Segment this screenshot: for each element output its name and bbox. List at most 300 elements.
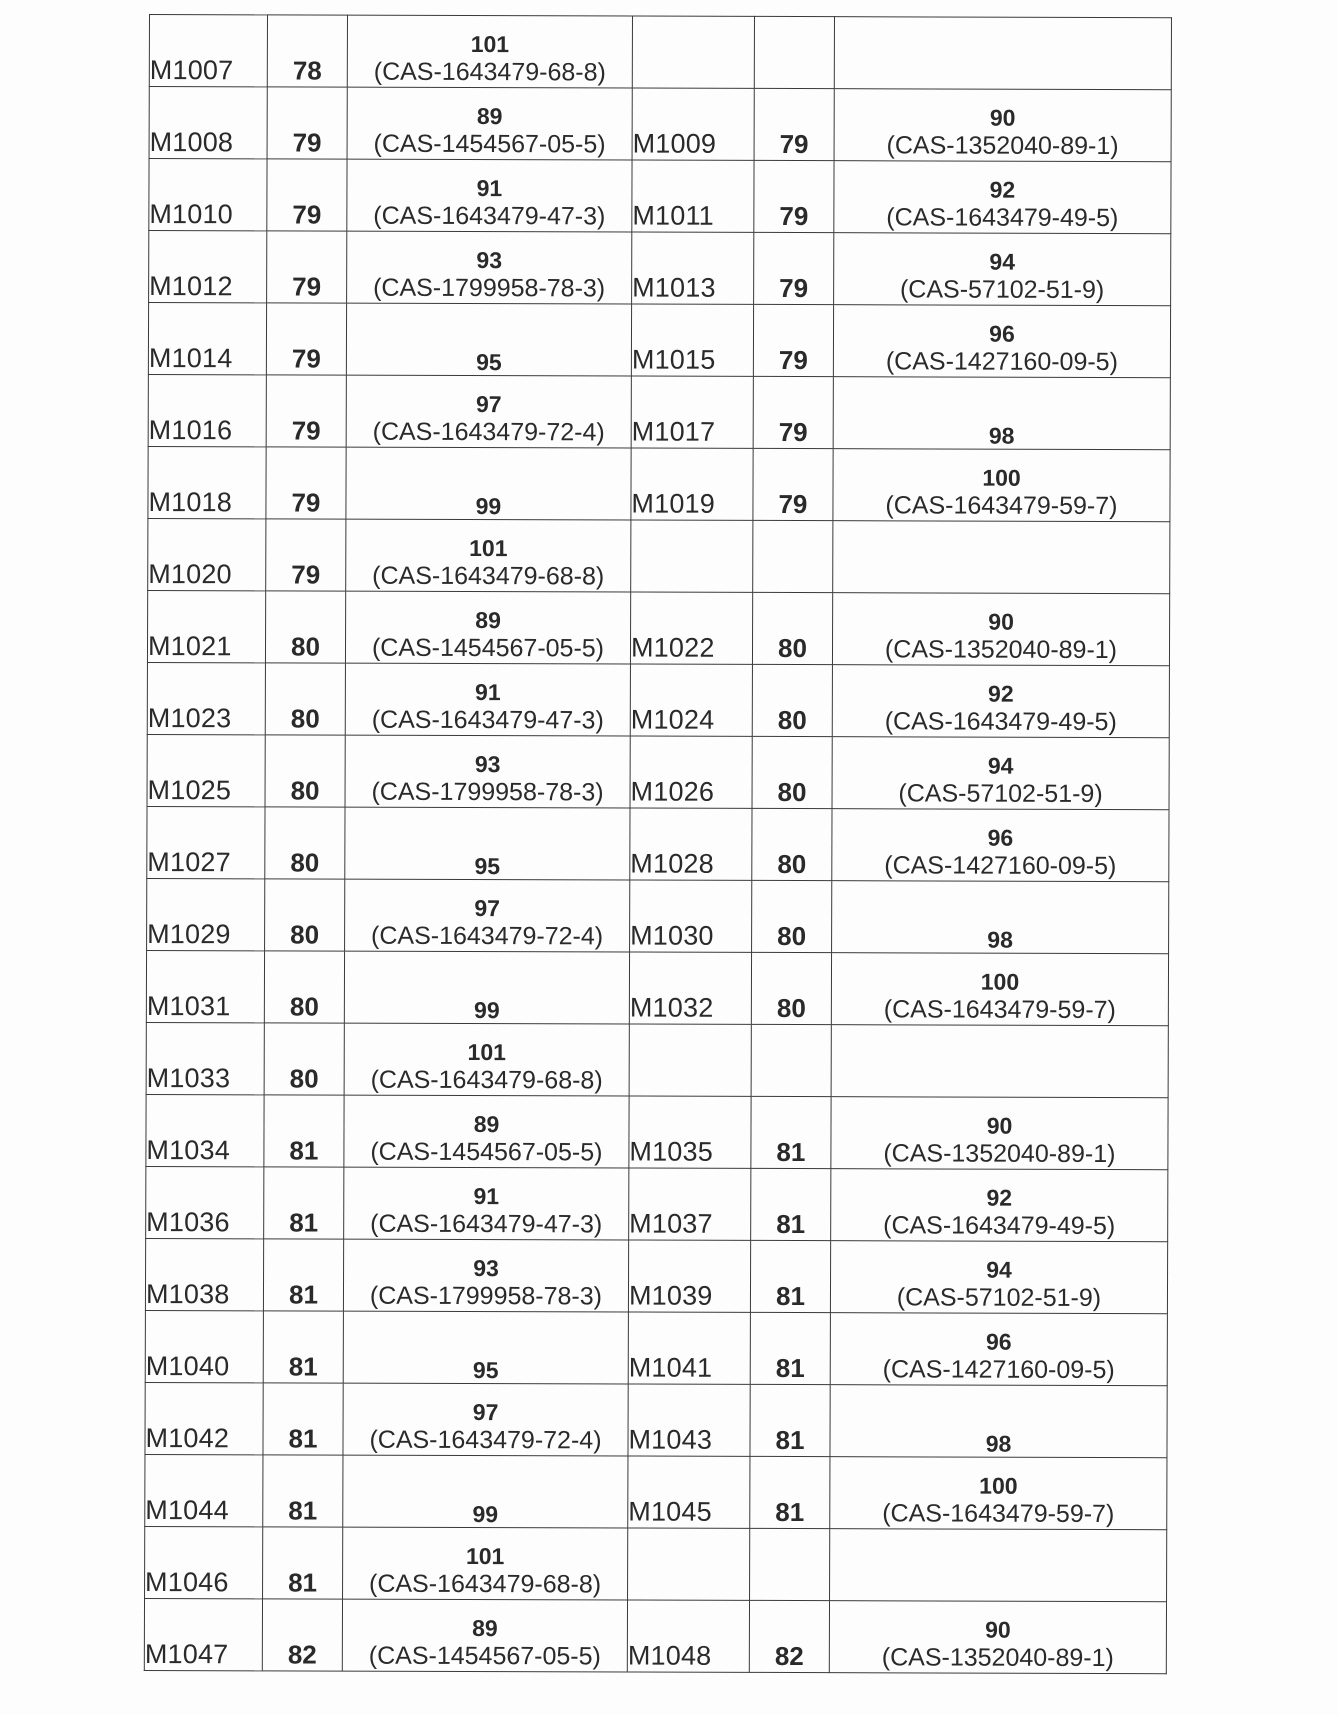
compound-id-cell [149,231,267,303]
compound-id-cell [148,303,266,375]
intermediate-number: 93 [473,1255,499,1282]
intermediate-number: 89 [473,1111,500,1138]
intermediate-cell [347,15,632,88]
cas-number: (CAS-1427160-09-5) [882,1355,1115,1385]
intermediate-cell [344,1167,629,1240]
example-number: 79 [292,199,322,230]
intermediate-number: 101 [470,31,510,58]
intermediate-number: 92 [988,680,1014,707]
intermediate-cell [829,1601,1166,1674]
cas-number: (CAS-1352040-89-1) [886,131,1119,161]
compound-id-cell [147,734,265,806]
example-number: 79 [292,127,322,158]
cas-number: (CAS-57102-51-9) [899,275,1105,305]
example-number-cell [753,448,833,520]
table-row [148,518,1170,593]
example-number: 79 [779,128,809,160]
compound-id-cell [149,15,267,87]
table-row [145,1310,1167,1385]
compound-id: M1020 [148,559,232,590]
cas-number: (CAS-1643479-59-7) [882,1499,1115,1529]
compound-id: M1016 [148,415,233,446]
compound-id: M1025 [147,774,232,806]
compound-id-cell [628,1456,750,1528]
intermediate-cell [344,1095,629,1168]
compound-id-cell [145,1310,263,1382]
example-number-cell [263,1455,343,1527]
compound-id-cell [628,1384,750,1456]
cas-number: (CAS-1643479-49-5) [884,707,1117,737]
example-number: 81 [289,1135,319,1166]
intermediate-number: 92 [986,1184,1013,1211]
compound-id: M1024 [630,704,715,735]
compound-id-cell [628,1312,750,1384]
example-number: 80 [777,632,808,664]
compound-id-cell [628,1528,750,1600]
table-row [146,1166,1168,1241]
compound-id-cell [146,1166,264,1238]
table-row [146,950,1168,1025]
compound-id-cell [632,232,754,304]
intermediate-cell [834,17,1171,90]
example-number: 79 [291,559,321,590]
example-number-cell [265,807,345,879]
example-number: 79 [779,272,809,304]
compound-id-cell [632,16,754,88]
intermediate-number: 91 [475,679,501,706]
compound-id: M1045 [628,1496,712,1527]
example-number: 81 [776,1208,806,1240]
example-number-cell [754,16,834,88]
intermediate-number: 93 [476,247,503,274]
example-number-cell [266,303,346,375]
intermediate-number: 94 [989,248,1016,275]
compound-id-cell [632,88,754,160]
example-number-cell [752,736,832,808]
cas-number: (CAS-1643479-72-4) [372,417,605,447]
cas-number: (CAS-1454567-05-5) [371,633,605,663]
cas-number: (CAS-57102-51-9) [896,1283,1102,1312]
example-number: 81 [775,1496,805,1528]
intermediate-number: 94 [987,752,1014,779]
example-number: 81 [775,1280,805,1312]
compound-id-cell [145,1454,263,1526]
intermediate-cell [347,231,632,304]
example-number-cell [266,519,346,591]
intermediate-cell [832,809,1169,882]
example-number-cell [750,1528,830,1600]
intermediate-cell [834,161,1171,234]
intermediate-cell [344,1023,629,1096]
compound-id-cell [631,448,753,520]
compound-id: M1021 [147,631,232,662]
cas-number: (CAS-1799958-78-3) [369,1281,603,1311]
example-number: 78 [292,55,322,86]
intermediate-number: 100 [979,1472,1018,1499]
intermediate-number: 96 [987,824,1014,851]
intermediate-cell [345,663,630,736]
intermediate-number: 101 [465,1543,505,1570]
compound-id: M1017 [631,416,716,447]
intermediate-cell [832,593,1169,666]
scanned-page [144,14,1171,1674]
compound-id: M1028 [630,848,714,879]
compound-id-cell [629,952,751,1024]
example-number: 81 [288,1423,318,1454]
cas-number: (CAS-57102-51-9) [898,779,1103,808]
cas-number: (CAS-1643479-59-7) [885,491,1118,521]
cas-number: (CAS-1427160-09-5) [885,347,1118,377]
example-number-cell [266,447,346,519]
example-number-cell [754,160,834,232]
compound-id-cell [146,950,264,1022]
compound-id: M1018 [148,487,233,518]
table-row [147,590,1169,665]
example-number-cell [753,376,833,448]
intermediate-cell [833,521,1170,594]
table-row [146,1094,1168,1169]
table-row [149,231,1171,306]
example-number-cell [263,1239,343,1311]
compound-id: M1040 [145,1350,230,1382]
compound-id: M1026 [630,776,715,807]
example-number-cell [267,15,347,87]
intermediate-number: 99 [472,1501,499,1528]
cas-number: (CAS-1643479-68-8) [370,1065,603,1095]
example-number: 80 [290,631,321,662]
example-number-cell [264,1023,344,1095]
example-number: 81 [288,1279,318,1310]
table-row [147,878,1169,953]
compound-id-cell [149,159,267,231]
intermediate-cell [830,1313,1167,1386]
intermediate-cell [834,233,1171,306]
intermediate-number: 99 [474,997,500,1024]
compound-id-cell [148,446,266,518]
intermediate-cell [831,953,1168,1026]
intermediate-number: 96 [989,320,1015,347]
compound-id-cell [145,1382,263,1454]
intermediate-cell [345,591,630,664]
intermediate-number: 91 [476,175,503,202]
intermediate-number: 97 [475,391,502,418]
compound-id-cell [149,87,267,159]
compound-id-cell [147,662,265,734]
example-number: 80 [290,775,320,806]
table-row [144,1598,1166,1673]
example-number-cell [266,375,346,447]
compound-id: M1030 [630,920,714,951]
example-number-cell [750,1456,830,1528]
intermediate-cell [833,449,1170,522]
compound-id-cell [629,1024,751,1096]
intermediate-cell [833,305,1170,378]
compound-id-cell [630,664,752,736]
compound-id-cell [148,518,266,590]
cas-number: (CAS-1352040-89-1) [884,635,1118,665]
intermediate-number: 93 [474,751,501,778]
cas-number: (CAS-1643479-59-7) [883,995,1116,1025]
example-number-cell [264,1167,344,1239]
intermediate-cell [830,1385,1167,1458]
example-number: 80 [289,991,319,1022]
intermediate-cell [833,377,1170,450]
cas-number: (CAS-1643479-49-5) [886,203,1119,233]
example-number: 79 [291,487,321,518]
example-number-cell [262,1599,342,1671]
cas-number: (CAS-1643479-47-3) [370,1209,603,1239]
example-number-cell [752,592,832,664]
intermediate-number: 95 [472,1357,499,1384]
compound-id: M1041 [628,1352,713,1383]
intermediate-cell [831,1025,1168,1098]
example-number: 81 [776,1136,806,1168]
intermediate-cell [345,807,630,880]
compound-id: M1046 [145,1566,229,1598]
intermediate-cell [344,951,629,1024]
example-number-cell [752,880,832,952]
intermediate-number: 89 [475,607,501,634]
intermediate-number: 97 [472,1399,499,1426]
compound-id-cell [148,374,266,446]
intermediate-cell [831,1097,1168,1170]
compound-id: M1034 [146,1134,231,1166]
compound-id-cell [630,808,752,880]
example-number-cell [265,735,345,807]
example-number-cell [751,1168,831,1240]
compound-id-cell [631,304,753,376]
example-number: 80 [289,1063,319,1094]
compound-id: M1011 [632,200,714,231]
cas-number: (CAS-1799958-78-3) [371,777,604,807]
compound-id-cell [145,1526,263,1598]
example-number: 81 [288,1495,318,1526]
example-number-cell [749,1600,829,1672]
example-number: 81 [289,1207,319,1238]
compound-id: M1042 [145,1422,230,1454]
table-row [147,662,1169,737]
intermediate-cell [830,1529,1167,1602]
compound-id: M1012 [149,271,233,302]
example-number-cell [752,664,832,736]
example-number: 81 [288,1351,318,1382]
intermediate-number: 90 [985,1616,1011,1643]
compound-id: M1037 [629,1208,713,1239]
example-number-cell [751,1024,831,1096]
intermediate-cell [346,447,631,520]
intermediate-number: 90 [986,1112,1013,1139]
example-number-cell [265,879,345,951]
compound-id: M1032 [629,992,714,1023]
compound-id: M1031 [146,990,231,1022]
intermediate-cell [832,737,1169,810]
table-row [146,1022,1168,1097]
intermediate-number: 101 [467,1039,506,1066]
intermediate-cell [832,881,1169,954]
intermediate-number: 94 [986,1256,1012,1283]
intermediate-number: 89 [472,1615,498,1642]
compound-id: M1013 [632,272,716,303]
compound-id-cell [146,1022,264,1094]
compound-id-cell [630,592,752,664]
example-number: 80 [290,847,320,878]
example-number-cell [265,591,345,663]
intermediate-cell [343,1239,628,1312]
example-number: 80 [777,776,807,808]
intermediate-number: 99 [475,493,502,520]
compound-id-cell [147,878,265,950]
example-number-cell [264,1095,344,1167]
cas-number: (CAS-1454567-05-5) [373,129,606,159]
example-number: 81 [775,1424,805,1456]
cas-number: (CAS-1643479-47-3) [371,705,604,735]
intermediate-cell [345,735,630,808]
cas-number: (CAS-1427160-09-5) [884,851,1117,881]
table-row [145,1238,1167,1313]
compound-id: M1043 [628,1424,713,1455]
example-number: 80 [777,848,807,880]
compound-id-cell [630,880,752,952]
compound-id-cell [145,1238,263,1310]
example-number: 81 [775,1352,805,1384]
table-row [145,1454,1167,1529]
example-number: 79 [778,416,808,448]
example-number: 82 [287,1639,317,1670]
cas-number: (CAS-1643479-49-5) [883,1211,1116,1241]
cas-number: (CAS-1352040-89-1) [883,1139,1116,1169]
intermediate-number: 92 [989,176,1016,203]
example-number: 80 [290,703,320,734]
cas-number: (CAS-1643479-68-8) [368,1569,602,1599]
table-row [149,87,1171,162]
intermediate-cell [832,665,1169,738]
example-number: 79 [292,271,322,302]
example-number: 80 [776,992,806,1024]
intermediate-cell [343,1527,628,1600]
compound-id-cell [630,736,752,808]
table-row [149,159,1171,234]
example-number-cell [263,1383,343,1455]
example-number: 79 [291,343,321,374]
compound-id: M1029 [147,918,231,950]
example-number-cell [751,952,831,1024]
intermediate-cell [346,303,631,376]
compound-id: M1048 [627,1640,712,1671]
intermediate-cell [831,1169,1168,1242]
compound-id-cell [631,520,753,592]
cas-number: (CAS-1643479-68-8) [373,57,606,87]
intermediate-cell [343,1311,628,1384]
compound-id-cell [629,1096,751,1168]
compound-id: M1039 [628,1280,713,1311]
example-number-cell [750,1312,830,1384]
example-number: 80 [777,920,807,952]
compound-id: M1019 [631,488,716,519]
intermediate-cell [830,1457,1167,1530]
example-number-cell [752,808,832,880]
intermediate-cell [342,1599,627,1672]
compound-id: M1007 [149,55,234,86]
compound-id-cell [629,1168,751,1240]
compound-id-cell [631,376,753,448]
example-number: 81 [288,1567,318,1598]
example-number-cell [754,88,834,160]
intermediate-number: 98 [985,1430,1012,1457]
table-row [145,1382,1167,1457]
example-number: 79 [778,344,808,376]
intermediate-cell [834,89,1171,162]
intermediate-cell [343,1455,628,1528]
intermediate-cell [345,879,630,952]
example-number: 82 [774,1640,804,1672]
table-row [145,1526,1167,1601]
example-number-cell [267,159,347,231]
cas-number: (CAS-1799958-78-3) [373,273,606,303]
example-number-cell [263,1311,343,1383]
example-number-cell [267,87,347,159]
compound-id: M1035 [629,1136,714,1167]
cas-number: (CAS-1643479-68-8) [372,561,605,591]
example-number-cell [753,304,833,376]
compound-id: M1022 [630,632,715,663]
intermediate-number: 101 [469,535,508,562]
intermediate-number: 100 [982,464,1021,491]
example-number-cell [750,1384,830,1456]
compound-id: M1010 [149,199,233,230]
compound-id-cell [628,1240,750,1312]
intermediate-cell [347,159,632,232]
compound-id-cell [147,806,265,878]
compound-id: M1047 [144,1638,229,1670]
table-row [147,806,1169,881]
cas-number: (CAS-1643479-47-3) [373,201,606,231]
intermediate-number: 95 [476,349,502,376]
intermediate-number: 90 [989,104,1016,131]
intermediate-cell [346,375,631,448]
intermediate-number: 100 [980,968,1020,995]
compound-id: M1044 [145,1494,229,1526]
table-row [148,374,1170,449]
cas-number: (CAS-1352040-89-1) [881,1643,1114,1673]
intermediate-number: 98 [988,422,1015,449]
compound-table-body [144,15,1171,1674]
intermediate-cell [343,1383,628,1456]
example-number-cell [754,232,834,304]
example-number-cell [264,951,344,1023]
cas-number: (CAS-1454567-05-5) [368,1641,601,1671]
example-number: 79 [291,415,321,446]
example-number: 80 [777,704,807,736]
intermediate-number: 95 [474,853,501,880]
table-row [148,446,1170,521]
table-row [147,734,1169,809]
compound-id: M1008 [149,127,234,158]
cas-number: (CAS-1643479-72-4) [371,921,604,951]
compound-table [144,14,1172,1674]
compound-id-cell [146,1094,264,1166]
intermediate-number: 97 [474,895,501,922]
compound-id-cell [147,590,265,662]
intermediate-number: 96 [985,1328,1012,1355]
example-number-cell [267,231,347,303]
example-number: 80 [290,919,320,950]
example-number-cell [751,1096,831,1168]
compound-id-cell [627,1600,749,1672]
compound-id: M1014 [148,343,233,374]
example-number-cell [265,663,345,735]
intermediate-number: 98 [987,926,1013,953]
intermediate-number: 90 [988,608,1014,635]
